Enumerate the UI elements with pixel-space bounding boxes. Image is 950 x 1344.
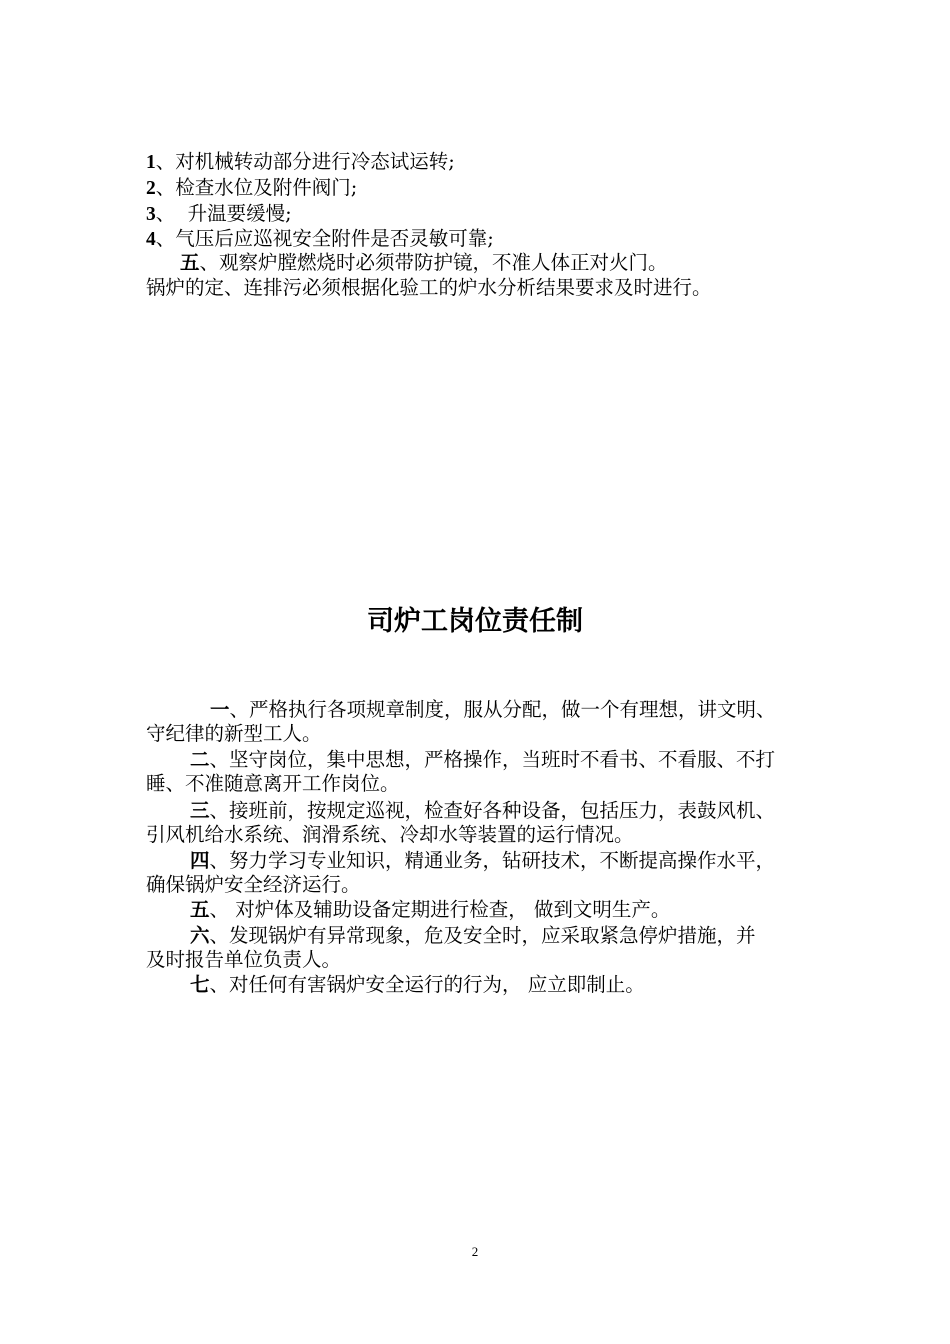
duty-item-continuation: 及时报告单位负责人。 <box>146 948 342 971</box>
duty-item-continuation: 守纪律的新型工人。 <box>146 722 322 745</box>
duty-item <box>210 698 776 722</box>
item-number: 2 <box>146 178 156 199</box>
item-number: 3 <box>146 204 156 225</box>
list-item <box>146 150 455 175</box>
duty-text: 、对任何有害锅炉安全运行的行为， 应立即制止。 <box>209 973 645 996</box>
duty-text: 、接班前，按规定巡视，检查好各种设备，包括压力，表鼓风机、 <box>209 799 776 822</box>
duty-item-continuation: 引风机给水系统、润滑系统、冷却水等装置的运行情况。 <box>146 823 634 846</box>
duty-item <box>190 973 645 997</box>
list-item <box>146 227 494 252</box>
page-title: 司炉工岗位责任制 <box>367 606 583 637</box>
duty-text: 、坚守岗位，集中思想，严格操作，当班时不看书、不看服、不打 <box>209 748 776 771</box>
duty-number: 三 <box>190 799 210 822</box>
duty-item <box>190 849 775 873</box>
item-number: 1 <box>146 152 156 173</box>
list-item <box>146 202 292 227</box>
item-number: 4 <box>146 229 156 250</box>
item-text: 、观察炉膛燃烧时必须带防护镜，不准人体正对火门。 <box>199 251 668 274</box>
duty-item <box>190 898 670 922</box>
item-text: 、 升温要缓慢; <box>155 202 292 225</box>
duty-number: 六 <box>190 924 210 947</box>
duty-number: 二 <box>190 748 210 771</box>
list-item <box>180 251 668 275</box>
duty-text: 、努力学习专业知识，精通业务，钻研技术，不断提高操作水平， <box>209 849 776 872</box>
duty-item <box>190 799 775 823</box>
item-text: 、对机械转动部分进行冷态试运转; <box>155 150 455 173</box>
duty-text: 、 对炉体及辅助设备定期进行检查， 做到文明生产。 <box>209 898 671 921</box>
duty-text: 、发现锅炉有异常现象，危及安全时，应采取紧急停炉措施，并 <box>209 924 756 947</box>
item-number: 五 <box>180 251 200 274</box>
page-number: 2 <box>471 1244 479 1259</box>
duty-text: 、严格执行各项规章制度，服从分配，做一个有理想，讲文明、 <box>229 698 776 721</box>
duty-item <box>190 748 775 772</box>
duty-item-continuation: 睡、不准随意离开工作岗位。 <box>146 772 400 795</box>
list-item <box>146 176 357 201</box>
duty-item-continuation: 确保锅炉安全经济运行。 <box>146 873 361 896</box>
duty-number: 四 <box>190 849 210 872</box>
duty-number: 五 <box>190 898 210 921</box>
paragraph: 锅炉的定、连排污必须根据化验工的炉水分析结果要求及时进行。 <box>146 276 712 299</box>
item-text: 、检查水位及附件阀门; <box>155 176 358 199</box>
duty-item <box>190 924 756 948</box>
item-text: 、气压后应巡视安全附件是否灵敏可靠; <box>155 227 494 250</box>
duty-number: 一 <box>210 698 230 721</box>
duty-number: 七 <box>190 973 210 996</box>
